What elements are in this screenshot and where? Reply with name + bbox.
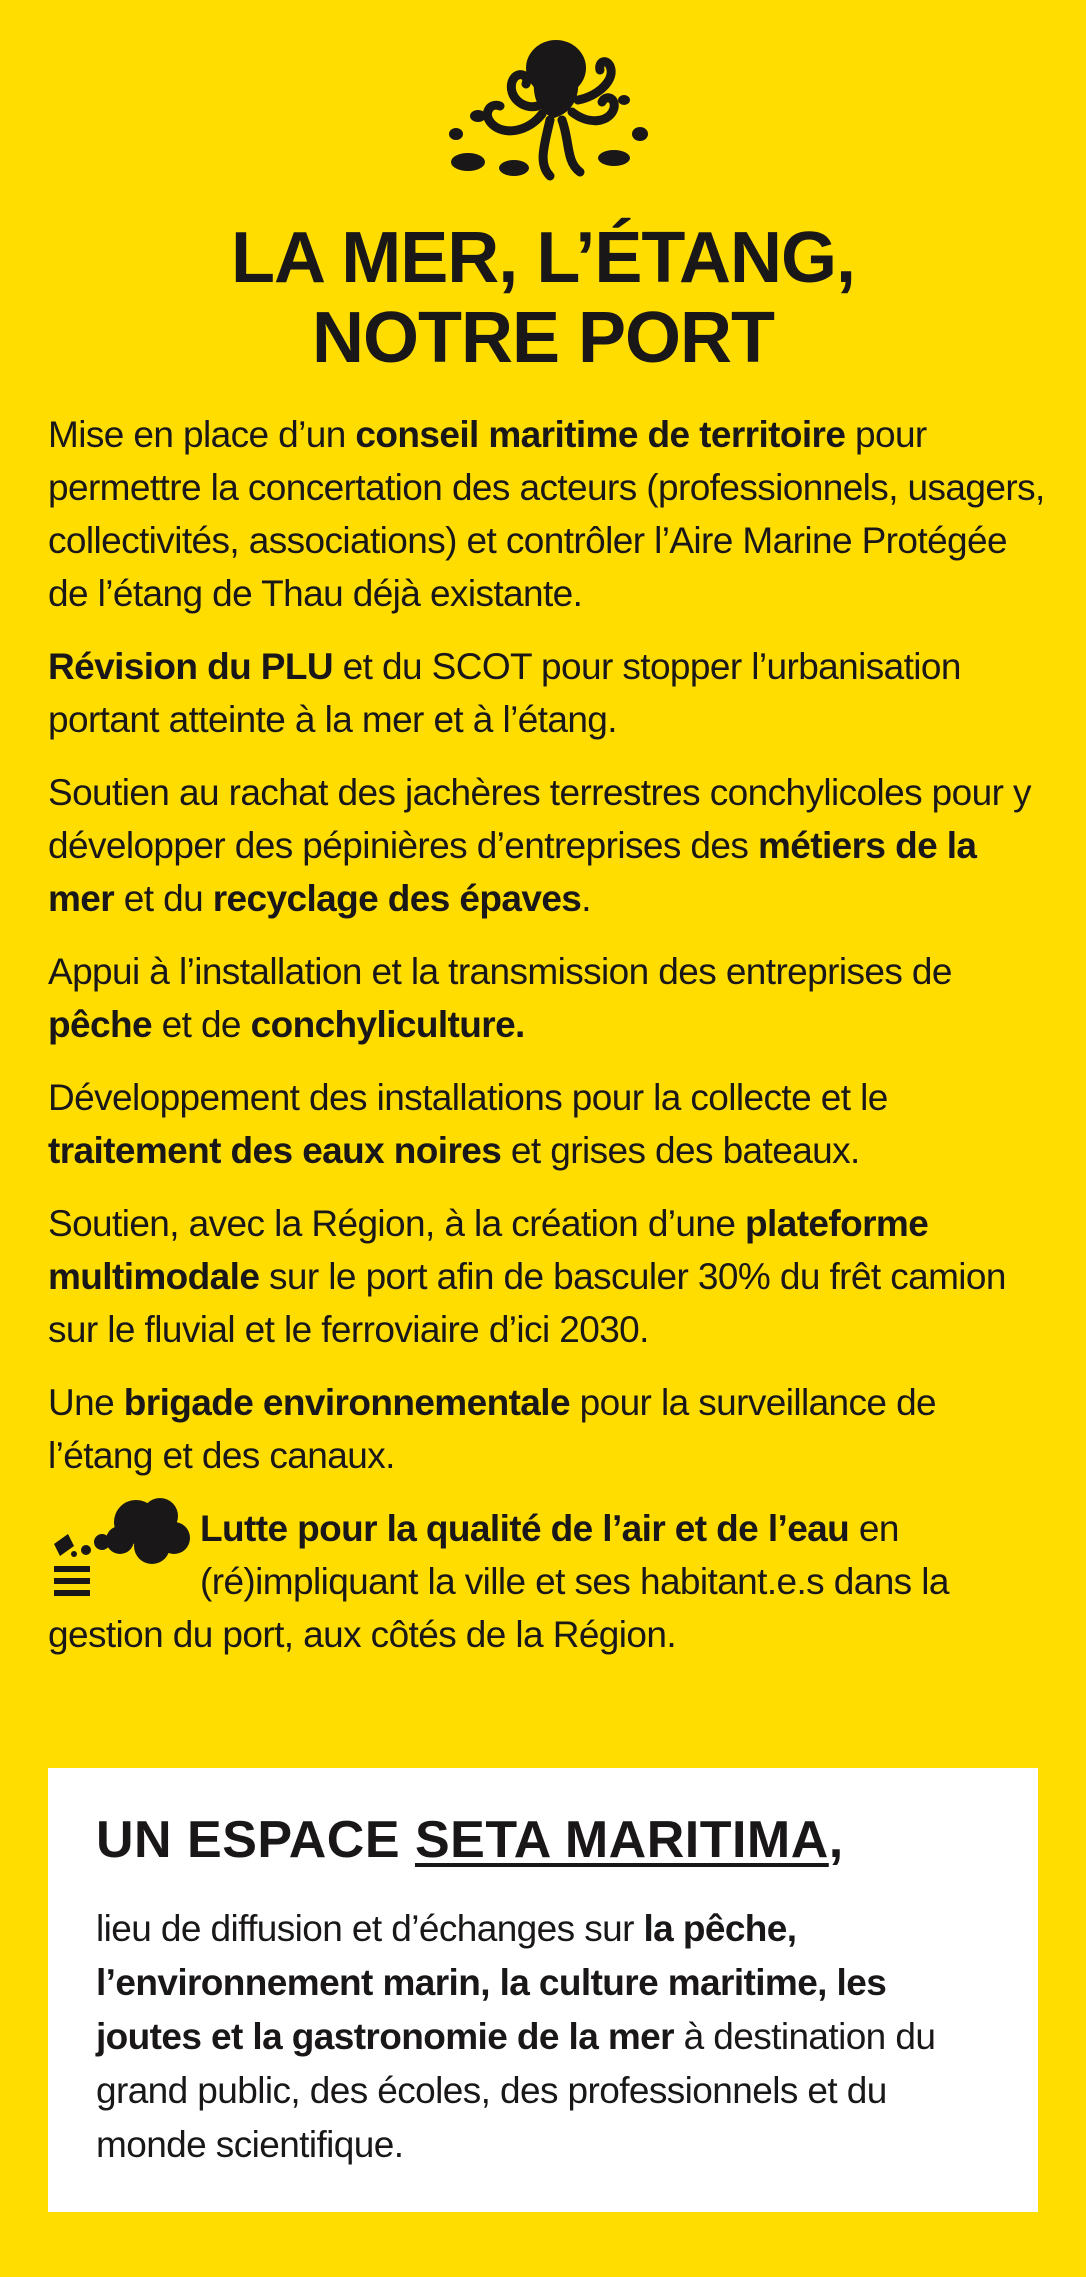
text: lieu de diffusion et d’échanges sur xyxy=(96,1908,644,1949)
text: en (ré)impliquant la ville et ses habitant.e.s dans la gestion du port, aux côtés de la Région. xyxy=(48,1508,949,1655)
highlight: Lutte pour la qualité de l’air et de l’eau xyxy=(200,1508,850,1549)
text: et du xyxy=(114,878,213,919)
highlight: conchyliculture. xyxy=(250,1004,525,1045)
text: à destination du grand public, des écoles, des professionnels et du monde scientifique. xyxy=(96,2016,936,2165)
paragraph-revision-plu xyxy=(48,640,1048,746)
paragraph-brigade xyxy=(48,1376,1048,1482)
text: . xyxy=(581,878,591,919)
title-line-1: LA MER, L’ÉTANG, xyxy=(231,218,855,298)
heading-comma: , xyxy=(828,1811,844,1869)
seta-maritima-box xyxy=(48,1768,1038,2212)
octopus-icon xyxy=(438,40,650,190)
text: Appui à l’installation et la transmission des entreprises de xyxy=(48,951,952,992)
highlight: plateforme multimodale xyxy=(48,1203,929,1297)
heading-text: UN ESPACE xyxy=(96,1811,415,1869)
text: Une xyxy=(48,1382,124,1423)
title-line-2: NOTRE PORT xyxy=(311,298,774,378)
highlight: traitement des eaux noires xyxy=(48,1130,502,1171)
text: pour permettre la concertation des acteurs (professionnels, usagers, collectivités, associations) et contrôler l’Aire Marine Protégée de l’étang de Thau déjà existante. xyxy=(48,414,1045,614)
text: Soutien, avec la Région, à la création d’une xyxy=(48,1203,746,1244)
paragraph-jacheres xyxy=(48,766,1048,925)
paragraph-peche xyxy=(48,945,1048,1051)
heading-underlined: SETA MARITIMA xyxy=(414,1811,829,1869)
highlight: métiers de la mer xyxy=(48,825,977,919)
text: Développement des installations pour la collecte et le xyxy=(48,1077,888,1118)
page-title xyxy=(0,218,1086,378)
paragraph-air-eau xyxy=(48,1502,1048,1661)
text: et du SCOT pour stopper l’urbanisation portant atteinte à la mer et à l’étang. xyxy=(48,646,961,740)
highlight: Révision du PLU xyxy=(48,646,333,687)
paragraph-eaux-noires xyxy=(48,1071,1048,1177)
highlight: pêche xyxy=(48,1004,152,1045)
text: et grises des bateaux. xyxy=(501,1130,860,1171)
measures-list xyxy=(48,408,1048,1681)
box-text xyxy=(96,1902,990,2172)
text: Soutien au rachat des jachères terrestres conchylicoles pour y développer des pépinières d’entreprises des xyxy=(48,772,1031,866)
text: pour la surveillance de l’étang et des canaux. xyxy=(48,1382,937,1476)
paragraph-conseil-maritime xyxy=(48,408,1048,620)
paragraph-plateforme xyxy=(48,1197,1048,1356)
box-heading xyxy=(96,1808,990,1872)
text: et de xyxy=(151,1004,251,1045)
highlight: brigade environnementale xyxy=(123,1382,570,1423)
text: sur le port afin de basculer 30% du frêt camion sur le fluvial et le ferroviaire d’ici 2030. xyxy=(48,1256,1006,1350)
factory-smoke-icon xyxy=(48,1494,192,1604)
highlight: recyclage des épaves xyxy=(212,878,582,919)
highlight: conseil maritime de territoire xyxy=(355,414,846,455)
highlight: la pêche, l’environnement marin, la culture maritime, les joutes et la gastronomie de la mer xyxy=(96,1908,887,2057)
text: Mise en place d’un xyxy=(48,414,356,455)
